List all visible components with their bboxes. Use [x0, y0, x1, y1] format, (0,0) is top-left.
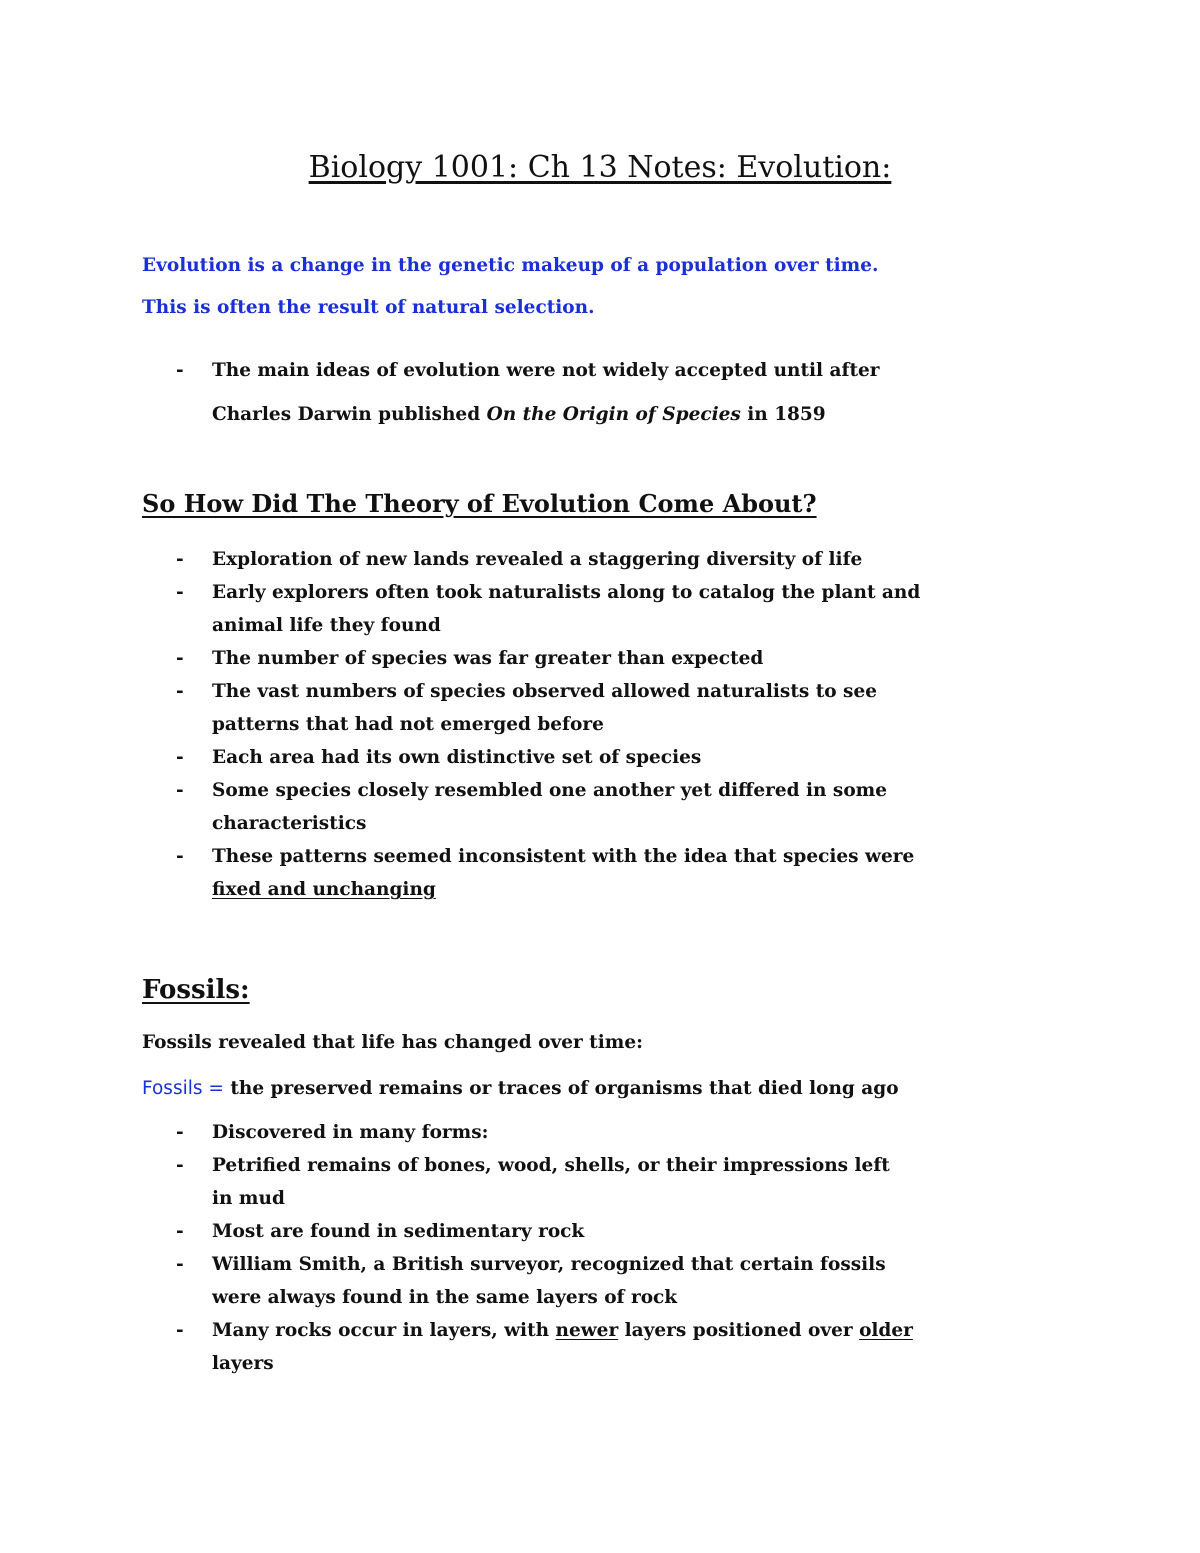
intro-line-1: Evolution is a change in the genetic makeup of a population over time. — [142, 255, 879, 276]
text-run: Many rocks occur in layers, with — [212, 1320, 556, 1341]
list-item-text: The number of species was far greater than expected — [212, 648, 764, 669]
bullet-dash: - — [176, 780, 184, 801]
bullet-dash: - — [176, 1155, 184, 1176]
fossils-intro: Fossils revealed that life has changed over time: — [142, 1032, 643, 1053]
definition-text: the preserved remains or traces of organisms that died long ago — [223, 1078, 899, 1099]
list-item-text: The vast numbers of species observed allowed naturalists to see — [212, 681, 878, 702]
list-item-text: Some species closely resembled one another yet differed in some — [212, 780, 888, 801]
underlined-phrase: fixed and unchanging — [212, 879, 436, 900]
page-title: Biology 1001: Ch 13 Notes: Evolution: — [308, 150, 892, 185]
bullet-dash: - — [176, 1221, 184, 1242]
bullet-dash: - — [176, 747, 184, 768]
text-run: in 1859 — [740, 404, 826, 425]
list-item-text: William Smith, a British surveyor, recognized that certain fossils — [212, 1254, 886, 1275]
bullet-dash: - — [176, 1320, 184, 1341]
list-item-text: These patterns seemed inconsistent with the idea that species were — [212, 846, 915, 867]
list-item-text: Petrified remains of bones, wood, shells, or their impressions left — [212, 1155, 890, 1176]
list-item-text: The main ideas of evolution were not widely accepted until after — [212, 360, 880, 381]
list-item-text — [212, 393, 826, 437]
section-heading-fossils: Fossils: — [142, 975, 250, 1005]
list-item-text — [212, 1320, 913, 1341]
fossils-definition — [142, 1076, 899, 1102]
underlined-word-newer: newer — [555, 1320, 619, 1341]
list-item-text: patterns that had not emerged before — [212, 714, 604, 735]
bullet-dash: - — [176, 582, 184, 603]
section-heading-theory: So How Did The Theory of Evolution Come About? — [142, 489, 817, 518]
list-item-text: Discovered in many forms: — [212, 1122, 489, 1143]
bullet-dash: - — [176, 1122, 184, 1143]
definition-term: Fossils = — [142, 1078, 224, 1099]
list-item-text: were always found in the same layers of rock — [212, 1287, 678, 1308]
bullet-dash: - — [176, 846, 184, 867]
list-item-text: Each area had its own distinctive set of species — [212, 747, 702, 768]
bullet-dash: - — [176, 360, 184, 381]
list-item-text: Early explorers often took naturalists along to catalog the plant and — [212, 582, 921, 603]
bullet-dash: - — [176, 681, 184, 702]
list-item-text: layers — [212, 1353, 274, 1374]
bullet-dash: - — [176, 549, 184, 570]
underlined-word-older: older — [859, 1320, 913, 1341]
list-item-text: in mud — [212, 1188, 285, 1209]
book-title: On the Origin of Species — [486, 404, 741, 425]
list-item-text: characteristics — [212, 813, 367, 834]
bullet-dash: - — [176, 1254, 184, 1275]
intro-line-2: This is often the result of natural selection. — [142, 297, 595, 318]
text-run: Charles Darwin published — [212, 404, 487, 425]
list-item-text: animal life they found — [212, 615, 441, 636]
list-item-text: Most are found in sedimentary rock — [212, 1221, 585, 1242]
text-run: layers positioned over — [618, 1320, 860, 1341]
bullet-dash: - — [176, 648, 184, 669]
list-item-text: Exploration of new lands revealed a staggering diversity of life — [212, 549, 863, 570]
